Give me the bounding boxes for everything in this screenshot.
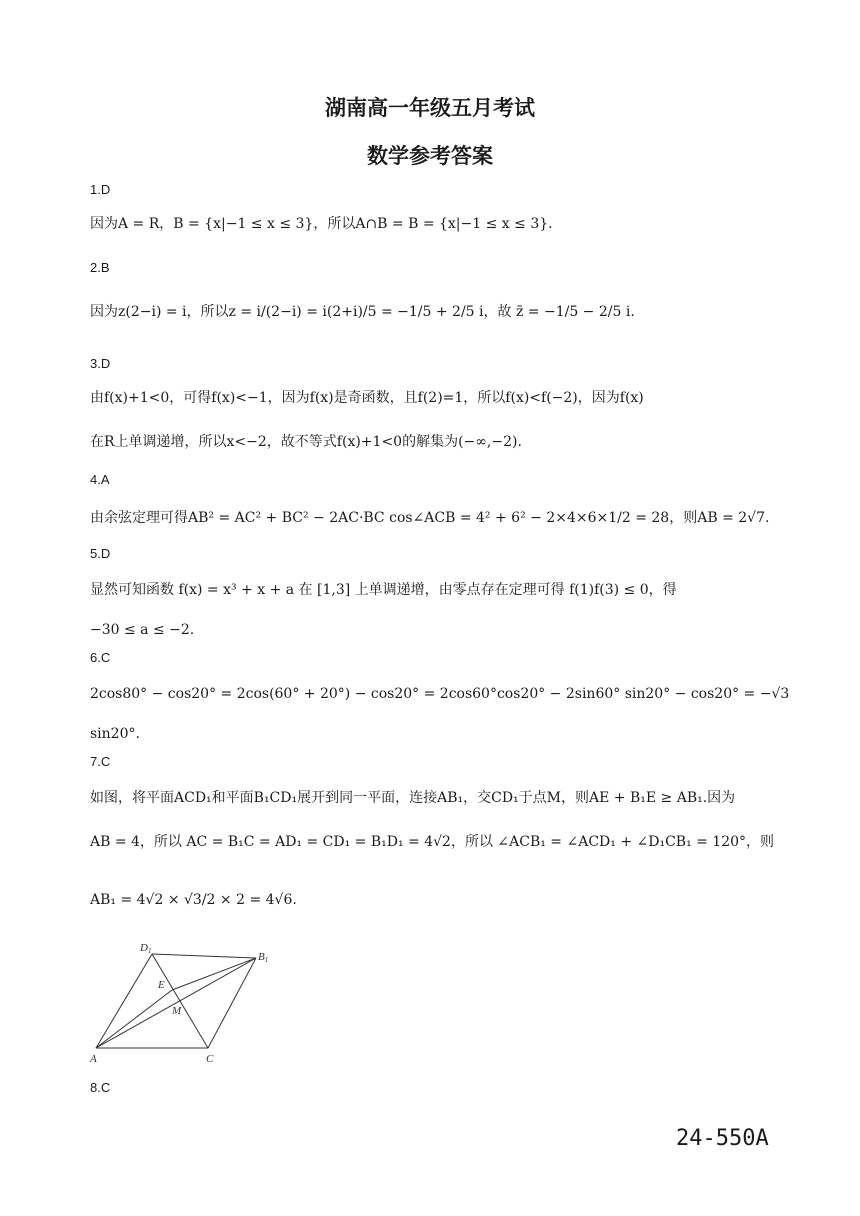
- answer-number: 8.C: [90, 1080, 111, 1095]
- answer-line: 2cos80° − cos20° = 2cos(60° + 20°) − cos20° = 2cos60°cos20° − 2sin60° sin20° − cos20° = −√3: [90, 686, 790, 702]
- answer-number: 7.C: [90, 754, 111, 769]
- answer-number: 1.D: [90, 182, 111, 197]
- answer-line: sin20°.: [90, 726, 140, 742]
- answer-line: 显然可知函数 f(x) = x³ + x + a 在 [1,3] 上单调递增，由零点存在定理可得 f(1)f(3) ≤ 0，得: [90, 582, 677, 598]
- answer-number: 4.A: [90, 472, 110, 487]
- answer-line: 因为A = R，B = {x|−1 ≤ x ≤ 3}，所以A∩B = B = {x|−1 ≤ x ≤ 3}.: [90, 216, 553, 232]
- label-a: A: [90, 1053, 97, 1065]
- answer-number: 2.B: [90, 260, 110, 275]
- label-d1: D1: [140, 942, 152, 955]
- edge-eb1: [172, 958, 256, 990]
- document-code: 24-550A: [676, 1126, 769, 1151]
- answer-line: AB₁ = 4√2 × √3/2 × 2 = 4√6.: [90, 892, 297, 908]
- page-title: 湖南高一年级五月考试: [325, 96, 535, 120]
- label-m: M: [172, 1005, 182, 1017]
- answer-line: −30 ≤ a ≤ −2.: [90, 622, 195, 638]
- page-subtitle: 数学参考答案: [367, 144, 493, 168]
- answer-line: AB = 4，所以 AC = B₁C = AD₁ = CD₁ = B₁D₁ = 4√2，所以 ∠ACB₁ = ∠ACD₁ + ∠D₁CB₁ = 120°，则: [90, 834, 775, 850]
- answer-number: 5.D: [90, 546, 111, 561]
- label-c: C: [206, 1053, 214, 1065]
- answer-line: 在R上单调递增，所以x<−2，故不等式f(x)+1<0的解集为(−∞,−2).: [90, 434, 522, 450]
- edge-d1a: [96, 954, 152, 1048]
- label-e: E: [158, 979, 165, 991]
- answer-line: 如图，将平面ACD₁和平面B₁CD₁展开到同一平面，连接AB₁，交CD₁于点M，则AE + B₁E ≥ AB₁.因为: [90, 790, 736, 806]
- geometry-figure: [88, 938, 288, 1066]
- answer-line: 由f(x)+1<0，可得f(x)<−1，因为f(x)是奇函数，且f(2)=1，所以f(x)<f(−2)，因为f(x): [90, 390, 644, 406]
- answer-number: 3.D: [90, 356, 111, 371]
- answer-line: 由余弦定理可得AB² = AC² + BC² − 2AC·BC cos∠ACB = 4² + 6² − 2×4×6×1/2 = 28，则AB = 2√7.: [90, 510, 770, 526]
- answer-number: 6.C: [90, 650, 111, 665]
- edge-ae: [96, 990, 172, 1048]
- edge-b1d1: [152, 954, 256, 958]
- label-b1: B1: [258, 951, 269, 964]
- answer-line: 因为z(2−i) = i，所以z = i/(2−i) = i(2+i)/5 = −1/5 + 2/5 i，故 z̄ = −1/5 − 2/5 i.: [90, 304, 635, 320]
